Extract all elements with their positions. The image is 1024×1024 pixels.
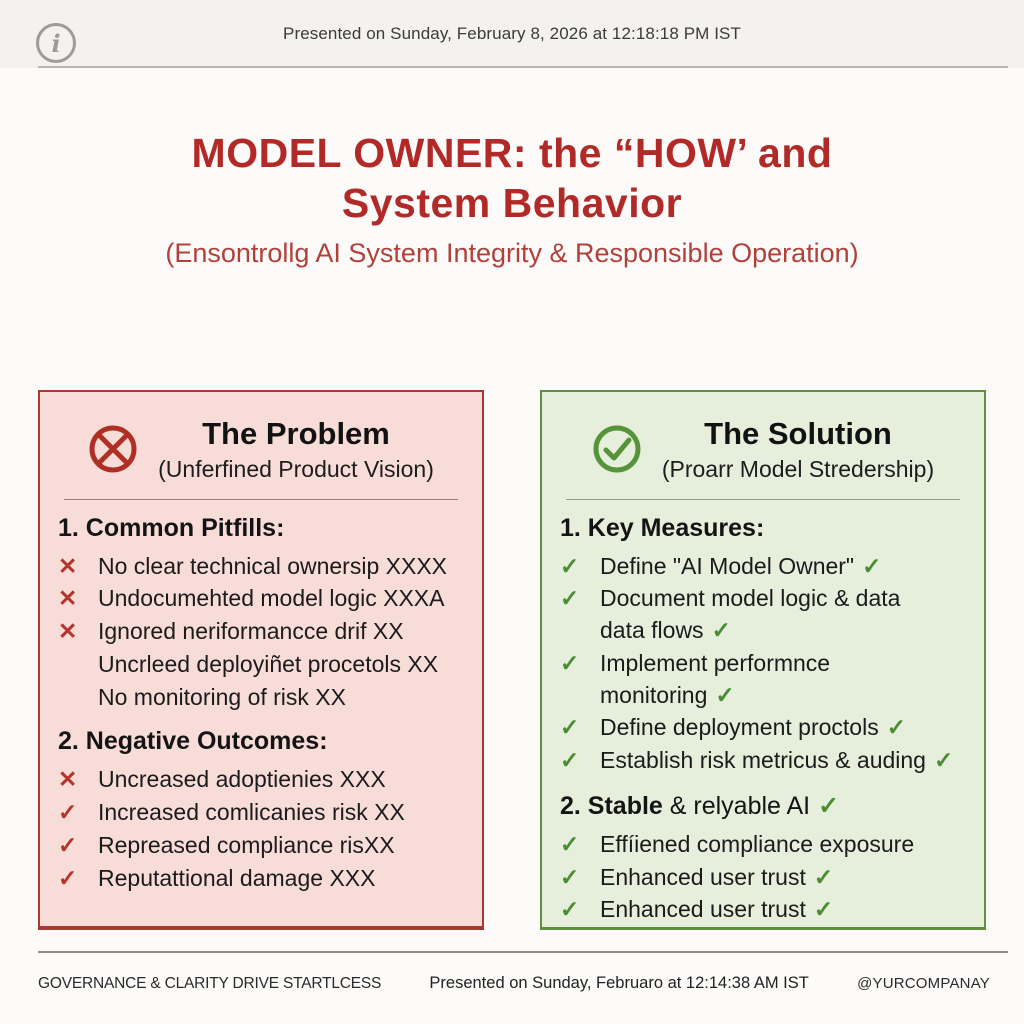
heading-text: 1. Key Measures:: [560, 513, 765, 542]
solution-title: The Solution: [704, 416, 892, 451]
list-item-text: No monitoring of risk XX: [98, 683, 346, 710]
footer-tagline: GOVERNANCE & CLARITY DRIVE STARTLCESS: [38, 975, 382, 992]
check-icon: ✓: [560, 896, 580, 923]
item-label: Effíiened compliance exposure: [600, 830, 915, 857]
check-icon: ✓: [560, 585, 580, 612]
list-item: [560, 745, 966, 777]
list-item: [58, 764, 464, 796]
item-label: Document model logic & data: [600, 585, 901, 612]
check-icon: ✓: [560, 830, 580, 857]
check-icon: ✓: [560, 649, 580, 676]
check-icon: ✓: [560, 552, 580, 579]
footer-timestamp: Presented on Sunday, Februaro at 12:14:38 AM IST: [429, 974, 809, 992]
check-icon: ✓: [58, 799, 78, 826]
check-icon: ✓: [560, 863, 580, 890]
page-title-line1: MODEL OWNER: the “HOW’ and: [191, 130, 833, 176]
bullet-spacer: [58, 682, 86, 714]
list-item-text: Reputattional damage XXX: [98, 864, 376, 891]
problem-panel: [38, 390, 484, 930]
list-item-text: [600, 712, 906, 744]
trailing-check-icon: ✓: [813, 863, 834, 890]
footer-divider: [38, 951, 1008, 953]
list-item: [560, 712, 966, 744]
list-item: [560, 894, 966, 926]
list-item: [58, 649, 464, 681]
list-item: [58, 830, 464, 862]
circle-check-icon: [592, 424, 642, 474]
item-label: Define "AI Model Owner": [600, 552, 855, 579]
list-item-text: Uncreased adoptienies XXX: [98, 766, 386, 793]
list-item-text: Undocumehted model logic XXXA: [98, 585, 445, 612]
trailing-check-icon: ✓: [933, 747, 954, 774]
trailing-check-icon: ✓: [862, 552, 882, 579]
item-label: Establish risk metricus & auding: [600, 747, 926, 774]
list-item-text: [600, 745, 953, 777]
list-item: [58, 797, 464, 829]
list-item-text: [600, 648, 966, 711]
solution-divider: [566, 499, 960, 500]
presented-timestamp: Presented on Sunday, February 8, 2026 at 12:18:18 PM IST: [283, 24, 741, 43]
title-block: [0, 128, 1024, 269]
footer-company-handle: @YURCOMPANAY: [857, 975, 990, 992]
trailing-check-icon: ✓: [886, 714, 906, 741]
top-divider: [38, 66, 1008, 68]
heading-text-bold: 2. Stable: [560, 791, 663, 820]
footer: [38, 974, 990, 993]
solution-section1-heading: [560, 514, 966, 543]
list-item-text: Increased comlicanies risk XX: [98, 799, 405, 826]
page-subtitle: (Ensontrollg AI System Integrity & Responsible Operation): [165, 238, 859, 269]
info-icon[interactable]: i: [36, 23, 76, 63]
list-item: [58, 682, 464, 714]
list-item-text: Ignored neriformancce drif XX: [98, 618, 404, 645]
list-item: [58, 551, 464, 583]
problem-section2-heading: 2. Negative Outcomes:: [58, 727, 328, 756]
list-item-text: [600, 862, 833, 894]
list-item-text: Repreased compliance risXX: [98, 831, 395, 858]
trailing-check-icon: ✓: [715, 681, 735, 708]
problem-titles: [158, 416, 434, 483]
top-bar: [0, 0, 1024, 68]
list-item: [58, 863, 464, 895]
page-title-line2: System Behavior: [341, 180, 683, 227]
circle-x-icon: [88, 424, 138, 474]
x-mark-icon: ✕: [58, 766, 78, 793]
list-item: [58, 616, 464, 648]
solution-section2-heading: [560, 791, 966, 821]
problem-header: [58, 416, 464, 483]
list-item: [560, 862, 966, 894]
list-item: [560, 648, 966, 711]
check-icon: ✓: [560, 714, 580, 741]
item-label: Define deployment proctols: [600, 714, 879, 741]
list-item: [560, 583, 966, 646]
x-mark-icon: ✕: [58, 585, 78, 612]
list-item: [560, 829, 966, 861]
problem-subtitle: (Unferfined Product Vision): [158, 455, 434, 482]
check-icon: ✓: [560, 747, 580, 774]
solution-subtitle: (Proarr Model Stredership): [661, 455, 935, 482]
x-mark-icon: ✕: [58, 618, 78, 645]
problem-section1-heading: 1. Common Pitfills:: [58, 513, 285, 542]
item-label: Enhanced user trust: [600, 896, 806, 923]
list-item-text: [600, 583, 900, 646]
trailing-check-icon: ✓: [813, 896, 834, 923]
item-label: Enhanced user trust: [600, 863, 806, 890]
check-icon: ✓: [58, 831, 78, 858]
trailing-check-icon: ✓: [818, 791, 840, 820]
solution-panel: [540, 390, 986, 930]
check-icon: ✓: [58, 864, 78, 891]
comparison-panels: [38, 390, 986, 930]
solution-titles: [662, 416, 934, 483]
list-item-text: Uncrleed deployiñet procetols XX: [98, 650, 439, 677]
item-label: Implement performnce monitoring: [600, 649, 831, 708]
heading-text-rest: & relyable AI: [662, 791, 811, 820]
bullet-spacer: [58, 649, 86, 681]
list-item-text: No clear technical ownersip XXXX: [98, 552, 447, 579]
list-item: [560, 551, 966, 583]
item-label-line2: data flows: [600, 617, 704, 644]
trailing-check-icon: ✓: [711, 617, 731, 644]
problem-title: The Problem: [202, 416, 390, 451]
list-item-text: [600, 551, 881, 583]
problem-divider: [64, 499, 458, 500]
list-item-text: [600, 894, 833, 926]
solution-header: [560, 416, 966, 483]
x-mark-icon: ✕: [58, 552, 78, 579]
list-item-text: [600, 829, 914, 861]
list-item: [58, 583, 464, 615]
